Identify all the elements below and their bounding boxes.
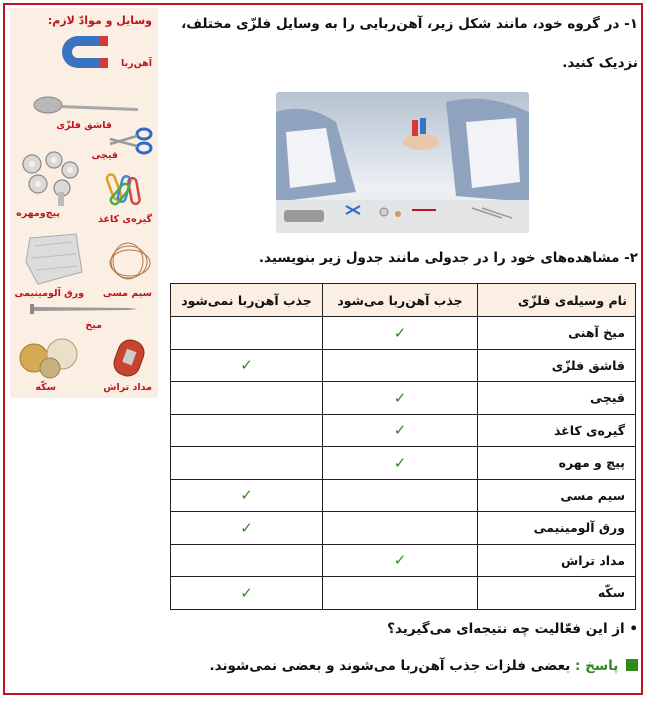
attracted-cell (323, 447, 478, 480)
spoon-label: قاشق فلزّی (56, 120, 112, 131)
paper-clips-image (104, 170, 148, 210)
checkmark-icon: ✓ (393, 551, 407, 570)
answer-icon (626, 659, 638, 671)
table-row (171, 512, 636, 545)
not-attracted-cell (171, 317, 323, 350)
table-row (171, 544, 636, 577)
table-row (171, 577, 636, 610)
answer-text: بعضی فلزات جذب آهن‌ربا می‌شوند و بعضی نمی‌شوند. (209, 658, 571, 674)
table-row (171, 382, 636, 415)
attracted-cell (323, 512, 478, 545)
not-attracted-cell (171, 512, 323, 545)
coins-label: سکّه (35, 382, 56, 393)
not-attracted-cell (171, 577, 323, 610)
sharpener-image (110, 336, 150, 380)
aluminium-foil-image (24, 232, 84, 286)
nuts-bolts-label: پیچ‌ومهره (16, 208, 60, 219)
observation-table (170, 283, 636, 610)
nuts-bolts-image (18, 150, 82, 208)
scissors-label: قیچی (91, 150, 118, 161)
not-attracted-cell (171, 447, 323, 480)
answer-label: پاسخ : (575, 658, 619, 674)
not-attracted-cell (171, 414, 323, 447)
table-header-row (171, 284, 636, 317)
checkmark-icon: ✓ (393, 323, 407, 342)
item-name-cell: پیچ و مهره (478, 447, 636, 480)
activity-photo (276, 92, 529, 233)
answer-line (210, 658, 638, 674)
nail-label: میخ (85, 320, 102, 331)
item-name-cell: قاشق فلزّی (478, 349, 636, 382)
magnet-label: آهن‌ربا (121, 58, 152, 69)
checkmark-icon: ✓ (393, 453, 407, 472)
not-attracted-cell (171, 349, 323, 382)
attracted-cell (323, 479, 478, 512)
header-item-name: نام وسیله‌ی فلزّی (478, 284, 636, 317)
magnet-image (56, 30, 118, 70)
children-testing-magnet-illustration (276, 92, 529, 233)
checkmark-icon: ✓ (393, 421, 407, 440)
attracted-cell (323, 349, 478, 382)
coins-image (16, 336, 86, 380)
header-attracted: جذب آهن‌ربا می‌شود (323, 284, 478, 317)
question-1-line-2: نزدیک کنید. (562, 55, 638, 71)
copper-wire-label: سیم مسی (102, 288, 152, 299)
header-not-attracted: جذب آهن‌ربا نمی‌شود (171, 284, 323, 317)
paper-clips-label: گیره‌ی کاغذ (97, 214, 152, 225)
copper-wire-image (106, 240, 152, 284)
item-name-cell: سکّه (478, 577, 636, 610)
item-name-cell: مداد تراش (478, 544, 636, 577)
table-row (171, 414, 636, 447)
materials-panel (10, 8, 158, 398)
table-row (171, 349, 636, 382)
question-1-line-1: ۱- در گروه خود، مانند شکل زیر، آهن‌ربایی را به وسایل فلزّی مختلف، (181, 16, 638, 32)
not-attracted-cell (171, 479, 323, 512)
sharpener-label: مداد تراش (103, 382, 152, 393)
materials-title: وسایل و موادّ لازم: (47, 14, 152, 27)
item-name-cell: میخ آهنی (478, 317, 636, 350)
table-row (171, 479, 636, 512)
item-name-cell: سیم مسی (478, 479, 636, 512)
table-row (171, 317, 636, 350)
attracted-cell (323, 414, 478, 447)
checkmark-icon: ✓ (240, 518, 253, 537)
not-attracted-cell (171, 544, 323, 577)
checkmark-icon: ✓ (240, 583, 253, 602)
aluminium-foil-label: ورق آلومینیمی (14, 288, 84, 299)
checkmark-icon: ✓ (240, 486, 253, 505)
item-name-cell: گیره‌ی کاغذ (478, 414, 636, 447)
question-2: ۲- مشاهده‌های خود را در جدولی مانند جدول زیر بنویسید. (258, 250, 638, 266)
question-3: • از این فعّالیت چه نتیجه‌ای می‌گیرید؟ (387, 621, 638, 637)
checkmark-icon: ✓ (393, 388, 407, 407)
attracted-cell (323, 544, 478, 577)
item-name-cell: قیچی (478, 382, 636, 415)
attracted-cell (323, 577, 478, 610)
nail-image (30, 302, 140, 316)
attracted-cell (323, 382, 478, 415)
table-row (171, 447, 636, 480)
item-name-cell: ورق آلومینیمی (478, 512, 636, 545)
spoon-image (32, 94, 142, 118)
checkmark-icon: ✓ (240, 356, 253, 375)
attracted-cell (323, 317, 478, 350)
not-attracted-cell (171, 382, 323, 415)
